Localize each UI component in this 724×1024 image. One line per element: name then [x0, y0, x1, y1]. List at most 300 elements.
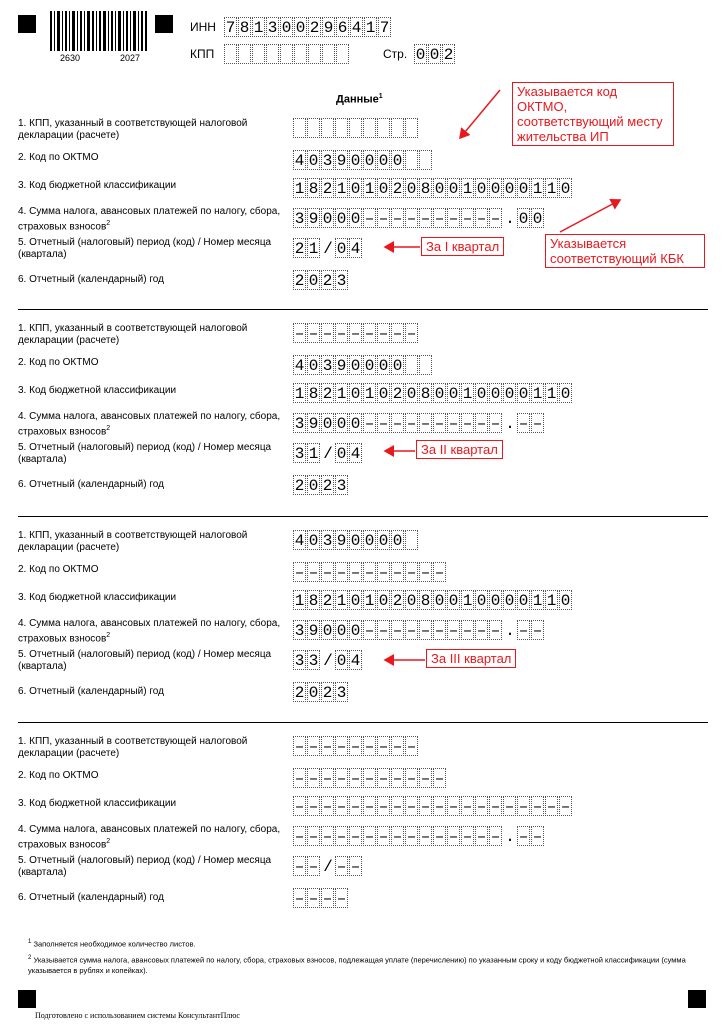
cell: –: [490, 828, 501, 846]
cell: –: [350, 325, 361, 343]
cell: 4: [294, 152, 305, 170]
label-sum-sup: 2: [106, 632, 111, 639]
cell: 0: [295, 19, 306, 37]
cell: 1: [364, 385, 375, 403]
cell: –: [434, 622, 445, 640]
cell: –: [322, 738, 333, 756]
cell: 9: [336, 152, 347, 170]
cell: 0: [406, 180, 417, 198]
callout-q3: За III квартал: [426, 649, 516, 668]
label-kbk-text: 3. Код бюджетной классификации: [18, 180, 177, 191]
cell: –: [448, 798, 459, 816]
cell: 2: [294, 477, 305, 495]
label-year-text: 6. Отчетный (календарный) год: [18, 274, 164, 285]
cell: –: [378, 622, 389, 640]
inn-label: ИНН: [190, 20, 216, 34]
cell: –: [420, 564, 431, 582]
cell: 0: [322, 622, 333, 640]
cell: 0: [406, 385, 417, 403]
cell: 1: [365, 19, 376, 37]
cell: –: [448, 210, 459, 228]
cell: 3: [294, 652, 305, 670]
label-sum-sup: 2: [106, 425, 111, 432]
cell: –: [378, 738, 389, 756]
footnote-2-text: Указывается сумма налога, авансовых платежей по налогу, сбора, страховых взносов, подлежащая уплате (перечислению) по указанным сроку и коду бюджетной классификации (сумма указывается в рублях и копейках).: [28, 955, 686, 975]
cell: –: [420, 798, 431, 816]
cell: 0: [378, 357, 389, 375]
cell: –: [518, 622, 529, 640]
cell: 1: [462, 385, 473, 403]
cell: 2: [392, 180, 403, 198]
cell: –: [490, 415, 501, 433]
cell: –: [308, 738, 319, 756]
decimal-point: .: [505, 828, 515, 846]
cell: 0: [336, 622, 347, 640]
cell: –: [378, 770, 389, 788]
arrow-oktmo: [460, 90, 500, 138]
kpp-label: КПП: [190, 47, 215, 61]
callout-q1: За I квартал: [421, 237, 504, 256]
period-slash: /: [323, 445, 333, 463]
cell: –: [378, 798, 389, 816]
cell: –: [350, 828, 361, 846]
cell: 0: [490, 385, 501, 403]
cell: 2: [322, 272, 333, 290]
cell: 2: [443, 46, 454, 64]
cell: 0: [308, 532, 319, 550]
cell: 0: [308, 684, 319, 702]
cell: –: [476, 622, 487, 640]
cell: –: [462, 798, 473, 816]
cell: 0: [378, 532, 389, 550]
cell: –: [518, 415, 529, 433]
cell: –: [392, 325, 403, 343]
cell: –: [378, 325, 389, 343]
cell: –: [434, 564, 445, 582]
barcode-number-right: 2027: [119, 53, 140, 63]
cell: 9: [336, 357, 347, 375]
cell: 1: [462, 180, 473, 198]
label-kpp-text: 1. КПП, указанный в соответствующей налоговой декларации (расчете): [18, 118, 248, 141]
cell: –: [476, 210, 487, 228]
cell: –: [420, 622, 431, 640]
footnote-1-sup: 1: [28, 939, 32, 945]
cell: 1: [546, 592, 557, 610]
cell: –: [532, 415, 543, 433]
cell: –: [350, 564, 361, 582]
decimal-point: .: [505, 210, 515, 228]
cell: 0: [490, 592, 501, 610]
cell: –: [462, 210, 473, 228]
cell: –: [308, 564, 319, 582]
cell: –: [420, 770, 431, 788]
cell: –: [406, 828, 417, 846]
cell: –: [476, 798, 487, 816]
cell: 1: [546, 180, 557, 198]
cell: 4: [294, 357, 305, 375]
footer-note: Подготовлено с использованием системы КонсультантПлюс: [35, 1011, 240, 1020]
label-year-text: 6. Отчетный (календарный) год: [18, 686, 164, 697]
cell: –: [336, 738, 347, 756]
cell: 0: [308, 477, 319, 495]
cell: 3: [294, 622, 305, 640]
callout-q2: За II квартал: [416, 440, 503, 459]
arrow-kbk: [560, 200, 620, 232]
cell: –: [490, 210, 501, 228]
cell: –: [560, 798, 571, 816]
cell: 1: [336, 180, 347, 198]
cell: 0: [560, 592, 571, 610]
cell: 0: [392, 357, 403, 375]
cell: 0: [490, 180, 501, 198]
label-sum-sup: 2: [106, 220, 111, 227]
cell: –: [406, 415, 417, 433]
cell: –: [434, 415, 445, 433]
cell: 1: [546, 385, 557, 403]
cell: –: [336, 770, 347, 788]
cell: 3: [294, 445, 305, 463]
cell: 1: [308, 240, 319, 258]
data-heading-text: Данные: [336, 93, 379, 106]
cell: 0: [560, 180, 571, 198]
label-kbk-text: 3. Код бюджетной классификации: [18, 592, 177, 603]
cell: –: [364, 798, 375, 816]
cell: 0: [504, 592, 515, 610]
cell: 2: [322, 684, 333, 702]
cell: 0: [476, 180, 487, 198]
cell: –: [392, 828, 403, 846]
cell: 3: [336, 477, 347, 495]
label-kpp-text: 1. КПП, указанный в соответствующей налоговой декларации (расчете): [18, 530, 248, 553]
cell: –: [308, 890, 319, 908]
cell: –: [294, 828, 305, 846]
cell: 0: [518, 385, 529, 403]
cell: –: [448, 415, 459, 433]
cell: 1: [336, 592, 347, 610]
cell: –: [518, 798, 529, 816]
cell: –: [336, 325, 347, 343]
cell: –: [490, 622, 501, 640]
cell: 8: [308, 180, 319, 198]
cell: 0: [350, 180, 361, 198]
cell: 3: [322, 532, 333, 550]
cell: 0: [518, 592, 529, 610]
cell: 6: [337, 19, 348, 37]
cell: 3: [322, 357, 333, 375]
cell: 8: [239, 19, 250, 37]
decimal-point: .: [505, 622, 515, 640]
cell: –: [434, 770, 445, 788]
footnote-1: [28, 937, 698, 950]
cell: –: [392, 770, 403, 788]
cell: –: [378, 564, 389, 582]
cell: –: [462, 622, 473, 640]
cell: 0: [364, 152, 375, 170]
cell: –: [364, 325, 375, 343]
footnote-1-text: Заполняется необходимое количество листов.: [33, 939, 196, 949]
label-sum-sup: 2: [106, 838, 111, 845]
cell: 0: [336, 240, 347, 258]
cell: 2: [322, 180, 333, 198]
cell: 2: [392, 385, 403, 403]
label-period-text: 5. Отчетный (налоговый) период (код) / Номер месяца (квартала): [18, 855, 272, 878]
cell: –: [392, 415, 403, 433]
cell: –: [392, 798, 403, 816]
label-kpp-text: 1. КПП, указанный в соответствующей налоговой декларации (расчете): [18, 323, 248, 346]
cell: 0: [350, 415, 361, 433]
cell: 4: [350, 652, 361, 670]
cell: –: [462, 828, 473, 846]
cell: 0: [504, 180, 515, 198]
cell: –: [308, 828, 319, 846]
cell: 0: [322, 210, 333, 228]
cell: –: [476, 415, 487, 433]
cell: –: [518, 828, 529, 846]
cell: 9: [308, 415, 319, 433]
cell: –: [462, 415, 473, 433]
cell: 3: [336, 684, 347, 702]
cell: 8: [308, 592, 319, 610]
cell: –: [336, 890, 347, 908]
cell: 2: [294, 240, 305, 258]
cell: –: [364, 564, 375, 582]
cell: –: [308, 858, 319, 876]
cell: 2: [294, 684, 305, 702]
cell: 8: [420, 592, 431, 610]
cell: 0: [350, 385, 361, 403]
cell: –: [308, 770, 319, 788]
cell: 0: [350, 357, 361, 375]
cell: 0: [434, 180, 445, 198]
cell: 1: [294, 385, 305, 403]
cell: –: [336, 564, 347, 582]
cell: –: [504, 798, 515, 816]
cell: –: [350, 738, 361, 756]
cell: –: [392, 564, 403, 582]
cell: 4: [294, 532, 305, 550]
callout-oktmo-note: Указывается код ОКТМО, соответствующий месту жительства ИП: [512, 82, 674, 146]
cell: –: [546, 798, 557, 816]
cell: 8: [308, 385, 319, 403]
page-label: Стр.: [383, 47, 408, 61]
cell: 4: [350, 445, 361, 463]
cell: –: [294, 798, 305, 816]
cell: –: [406, 622, 417, 640]
cell: –: [532, 828, 543, 846]
cell: 2: [309, 19, 320, 37]
cell: 1: [364, 592, 375, 610]
cell: –: [392, 210, 403, 228]
cell: 0: [434, 592, 445, 610]
cell: 0: [308, 152, 319, 170]
cell: –: [532, 798, 543, 816]
cell: –: [364, 738, 375, 756]
cell: 0: [429, 46, 440, 64]
cell: –: [322, 325, 333, 343]
label-kbk-text: 3. Код бюджетной классификации: [18, 798, 177, 809]
label-year-text: 6. Отчетный (календарный) год: [18, 479, 164, 490]
cell: 3: [267, 19, 278, 37]
cell: 0: [308, 357, 319, 375]
cell: 0: [392, 152, 403, 170]
cell: 0: [504, 385, 515, 403]
cell: –: [294, 858, 305, 876]
cell: 1: [462, 592, 473, 610]
cell: –: [420, 210, 431, 228]
cell: –: [406, 770, 417, 788]
cell: –: [434, 828, 445, 846]
cell: 1: [532, 385, 543, 403]
cell: 1: [294, 592, 305, 610]
label-oktmo-text: 2. Код по ОКТМО: [18, 564, 99, 575]
cell: –: [350, 798, 361, 816]
cell: 8: [420, 385, 431, 403]
cell: 0: [350, 210, 361, 228]
cell: –: [406, 325, 417, 343]
cell: 1: [364, 180, 375, 198]
cell: 0: [336, 415, 347, 433]
cell: 3: [294, 210, 305, 228]
cell: 1: [294, 180, 305, 198]
cell: 0: [378, 385, 389, 403]
cell: –: [308, 325, 319, 343]
cell: 4: [351, 19, 362, 37]
label-period-text: 5. Отчетный (налоговый) период (код) / Номер месяца (квартала): [18, 649, 272, 672]
cell: 8: [420, 180, 431, 198]
cell: –: [294, 564, 305, 582]
cell: 0: [448, 180, 459, 198]
cell: –: [532, 622, 543, 640]
cell: 0: [560, 385, 571, 403]
label-period-text: 5. Отчетный (налоговый) период (код) / Номер месяца (квартала): [18, 237, 272, 260]
cell: –: [364, 770, 375, 788]
cell: –: [392, 622, 403, 640]
cell: 1: [308, 445, 319, 463]
cell: 0: [308, 272, 319, 290]
cell: 0: [364, 357, 375, 375]
cell: 4: [350, 240, 361, 258]
barcode-number-left: 2630: [60, 53, 81, 63]
cell: –: [322, 564, 333, 582]
cell: –: [322, 770, 333, 788]
label-oktmo-text: 2. Код по ОКТМО: [18, 152, 99, 163]
cell: –: [322, 798, 333, 816]
cell: –: [406, 564, 417, 582]
cell: –: [406, 738, 417, 756]
cell: –: [294, 738, 305, 756]
cell: 0: [476, 592, 487, 610]
cell: 0: [350, 152, 361, 170]
cell: –: [378, 828, 389, 846]
cell: 9: [308, 622, 319, 640]
cell: 0: [415, 46, 426, 64]
cell: 7: [225, 19, 236, 37]
cell: 2: [322, 477, 333, 495]
cell: 0: [378, 152, 389, 170]
cell: 3: [336, 272, 347, 290]
cell: 1: [532, 180, 543, 198]
cell: –: [448, 828, 459, 846]
cell: 0: [448, 592, 459, 610]
cell: 1: [532, 592, 543, 610]
label-sum-text: 4. Сумма налога, авансовых платежей по налогу, сбора, страховых взносов: [18, 824, 281, 851]
cell: –: [294, 325, 305, 343]
period-slash: /: [323, 858, 333, 876]
period-slash: /: [323, 652, 333, 670]
label-kpp-text: 1. КПП, указанный в соответствующей налоговой декларации (расчете): [18, 736, 248, 759]
footnote-2: [28, 953, 698, 976]
cell: 0: [350, 532, 361, 550]
cell: –: [420, 828, 431, 846]
cell: 0: [336, 652, 347, 670]
cell: –: [294, 770, 305, 788]
label-oktmo-text: 2. Код по ОКТМО: [18, 770, 99, 781]
cell: –: [434, 210, 445, 228]
cell: 0: [448, 385, 459, 403]
cell: –: [406, 210, 417, 228]
cell: 9: [336, 532, 347, 550]
cell: –: [336, 798, 347, 816]
cell: –: [434, 798, 445, 816]
label-sum-text: 4. Сумма налога, авансовых платежей по налогу, сбора, страховых взносов: [18, 206, 281, 233]
label-kbk-text: 3. Код бюджетной классификации: [18, 385, 177, 396]
cell: 0: [434, 385, 445, 403]
cell: –: [364, 828, 375, 846]
cell: 3: [294, 415, 305, 433]
callout-kbk-note: Указывается соответствующий КБК: [545, 234, 705, 268]
cell: –: [392, 738, 403, 756]
cell: 0: [378, 592, 389, 610]
cell: 2: [392, 592, 403, 610]
label-sum-text: 4. Сумма налога, авансовых платежей по налогу, сбора, страховых взносов: [18, 618, 281, 645]
cell: –: [378, 415, 389, 433]
label-sum-text: 4. Сумма налога, авансовых платежей по налогу, сбора, страховых взносов: [18, 411, 281, 438]
cell: –: [420, 415, 431, 433]
label-oktmo-text: 2. Код по ОКТМО: [18, 357, 99, 368]
cell: –: [364, 622, 375, 640]
cell: 0: [364, 532, 375, 550]
cell: 0: [336, 210, 347, 228]
cell: –: [476, 828, 487, 846]
cell: 0: [350, 622, 361, 640]
cell: 3: [308, 652, 319, 670]
cell: 7: [379, 19, 390, 37]
label-period-text: 5. Отчетный (налоговый) период (код) / Номер месяца (квартала): [18, 442, 272, 465]
cell: –: [350, 770, 361, 788]
cell: –: [322, 890, 333, 908]
cell: 9: [323, 19, 334, 37]
decimal-point: .: [505, 415, 515, 433]
data-heading-sup: 1: [378, 93, 383, 100]
cell: 1: [336, 385, 347, 403]
footnote-2-sup: 2: [28, 955, 32, 961]
cell: –: [406, 798, 417, 816]
cell: 2: [322, 385, 333, 403]
cell: 2: [294, 272, 305, 290]
period-slash: /: [323, 240, 333, 258]
cell: 9: [308, 210, 319, 228]
cell: –: [364, 210, 375, 228]
cell: 0: [518, 210, 529, 228]
cell: –: [364, 415, 375, 433]
cell: 0: [281, 19, 292, 37]
cell: 0: [406, 592, 417, 610]
cell: –: [336, 858, 347, 876]
cell: 1: [253, 19, 264, 37]
cell: –: [448, 622, 459, 640]
cell: –: [294, 890, 305, 908]
cell: 3: [322, 152, 333, 170]
